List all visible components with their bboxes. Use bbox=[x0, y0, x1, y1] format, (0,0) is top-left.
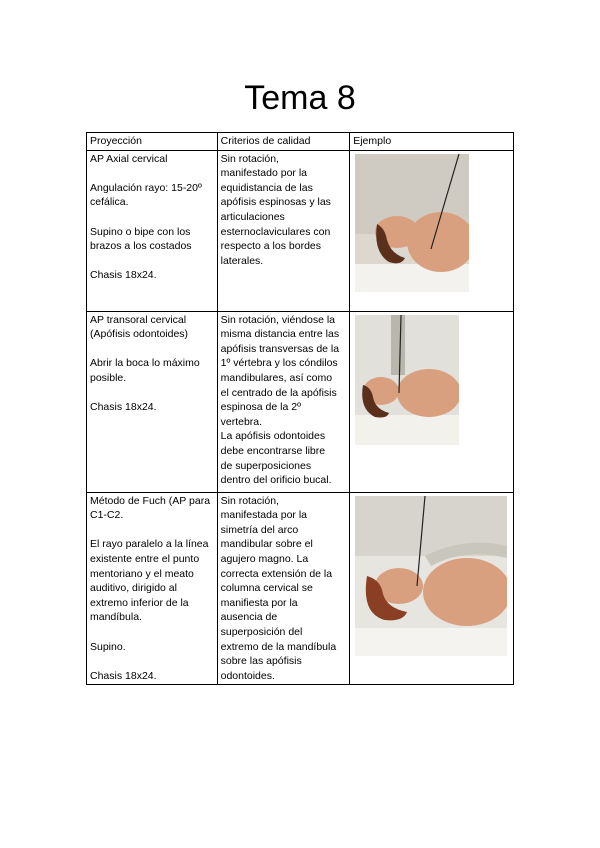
projection-cell bbox=[87, 492, 218, 685]
projection-line: Angulación rayo: 15-20º cefálica. bbox=[90, 181, 202, 209]
header-projection: Proyección bbox=[87, 133, 218, 151]
example-cell bbox=[350, 150, 514, 311]
example-cell bbox=[350, 311, 514, 492]
projection-line: Chasis 18x24. bbox=[90, 269, 157, 282]
header-criteria: Criterios de calidad bbox=[217, 133, 350, 151]
header-example: Ejemplo bbox=[350, 133, 514, 151]
projection-line: Chasis 18x24. bbox=[90, 401, 157, 414]
patient-photo-ap-transoral-icon bbox=[355, 315, 459, 445]
criteria-text: Sin rotación, manifestado por la equidistancia de las apófisis espinosas y las articulaciones esternoclaviculares con respecto a los bordes laterales. bbox=[220, 152, 331, 267]
example-cell bbox=[350, 492, 514, 685]
criteria-cell bbox=[217, 150, 350, 311]
table-row bbox=[87, 311, 514, 492]
projection-line: Método de Fuch (AP para C1-C2. bbox=[90, 494, 211, 522]
criteria-cell bbox=[217, 492, 350, 685]
projection-line: Supino o bipe con los brazos a los costados bbox=[90, 225, 192, 253]
projection-line: AP Axial cervical bbox=[90, 152, 168, 165]
projection-line: Supino. bbox=[90, 640, 126, 653]
projection-line: Abrir la boca lo máximo posible. bbox=[90, 357, 200, 384]
table-row bbox=[87, 492, 514, 685]
projection-table bbox=[86, 132, 514, 685]
page-title: Tema 8 bbox=[244, 79, 356, 117]
criteria-text: Sin rotación, manifestada por la simetría del arco mandibular sobre el agujero magno. La correcta extensión de la columna cervical se manifiesta por la ausencia de superposición del extremo de la mandíbula sobre las apófisis odontoides. bbox=[220, 494, 337, 682]
projection-cell bbox=[87, 150, 218, 311]
projection-line: El rayo paralelo a la línea existente entre el punto mentoriano y el meato auditivo, dirigido al extremo inferior de la mandíbula. bbox=[90, 538, 209, 624]
patient-photo-ap-axial-cervical-icon bbox=[355, 154, 469, 292]
projection-line: AP transoral cervical (Apófisis odontoides) bbox=[90, 313, 189, 341]
patient-photo-fuchs-icon bbox=[355, 496, 507, 656]
projection-line: Chasis 18x24. bbox=[90, 669, 157, 682]
table-row bbox=[87, 150, 514, 311]
criteria-text: Sin rotación, viéndose la misma distancia entre las apófisis transversas de la 1º vértebra y los cóndilos mandibulares, así como el centrado de la apófisis espinosa de la 2º vertebra. La apófisis odontoides debe encontrarse libre de superposiciones dentro del orificio bucal. bbox=[220, 313, 340, 487]
table-header-row bbox=[87, 133, 514, 151]
projection-cell bbox=[87, 311, 218, 492]
criteria-cell bbox=[217, 311, 350, 492]
